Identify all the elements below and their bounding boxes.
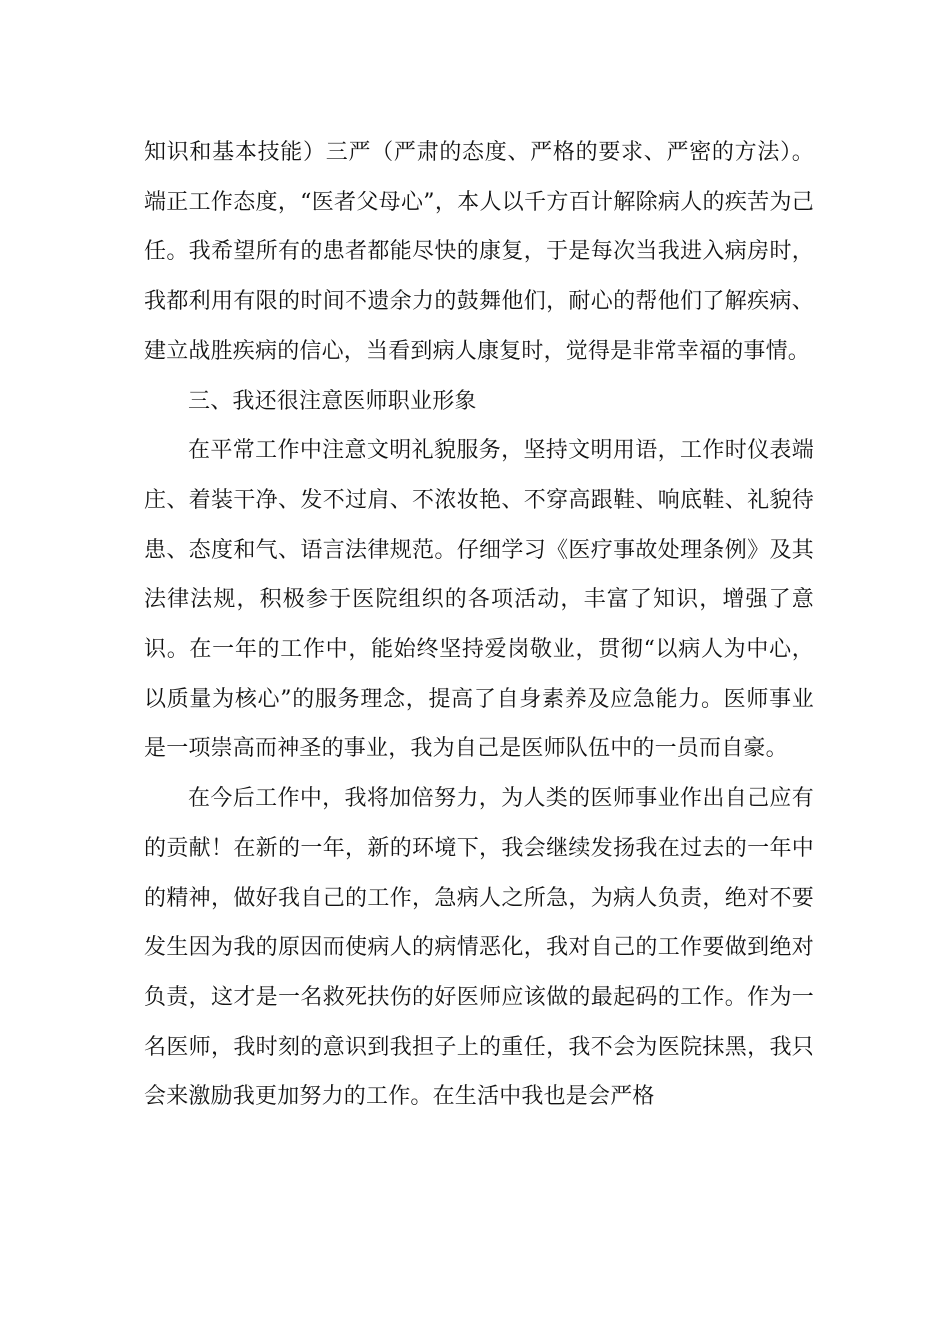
paragraph-future-work: 在今后工作中，我将加倍努力，为人类的医师事业作出自己应有的贡献！在新的一年，新的环境下，我会继续发扬我在过去的一年中的精神，做好我自己的工作，急病人之所急，为病人负责，绝对不要发生因为我的原因而使病人的病情恶化，我对自己的工作要做到绝对负责，这才是一名救死扶伤的好医师应该做的最起码的工作。作为一名医师，我时刻的意识到我担子上的重任，我不会为医院抹黑，我只会来激励我更加努力的工作。在生活中我也是会严格	[144, 786, 814, 1110]
paragraph-professional-image: 在平常工作中注意文明礼貌服务，坚持文明用语，工作时仪表端庄、着装干净、发不过肩、不浓妆艳、不穿高跟鞋、响底鞋、礼貌待患、态度和气、语言法律规范。仔细学习《医疗事故处理条例》及其法律法规，积极参于医院组织的各项活动，丰富了知识，增强了意识。在一年的工作中，能始终坚持爱岗敬业，贯彻“以病人为中心，以质量为核心”的服务理念，提高了自身素养及应急能力。医师事业是一项崇高而神圣的事业，我为自己是医师队伍中的一员而自豪。	[144, 438, 814, 762]
paragraph-continuation: 知识和基本技能）三严（严肃的态度、严格的要求、严密的方法）。端正工作态度，“医者父母心”，本人以千方百计解除病人的疾苦为己任。我希望所有的患者都能尽快的康复，于是每次当我进入病房时，我都利用有限的时间不遗余力的鼓舞他们，耐心的帮他们了解疾病、建立战胜疾病的信心，当看到病人康复时，觉得是非常幸福的事情。	[144, 140, 814, 364]
section-heading: 三、我还很注意医师职业形象	[188, 388, 477, 414]
document-body	[144, 128, 814, 1122]
